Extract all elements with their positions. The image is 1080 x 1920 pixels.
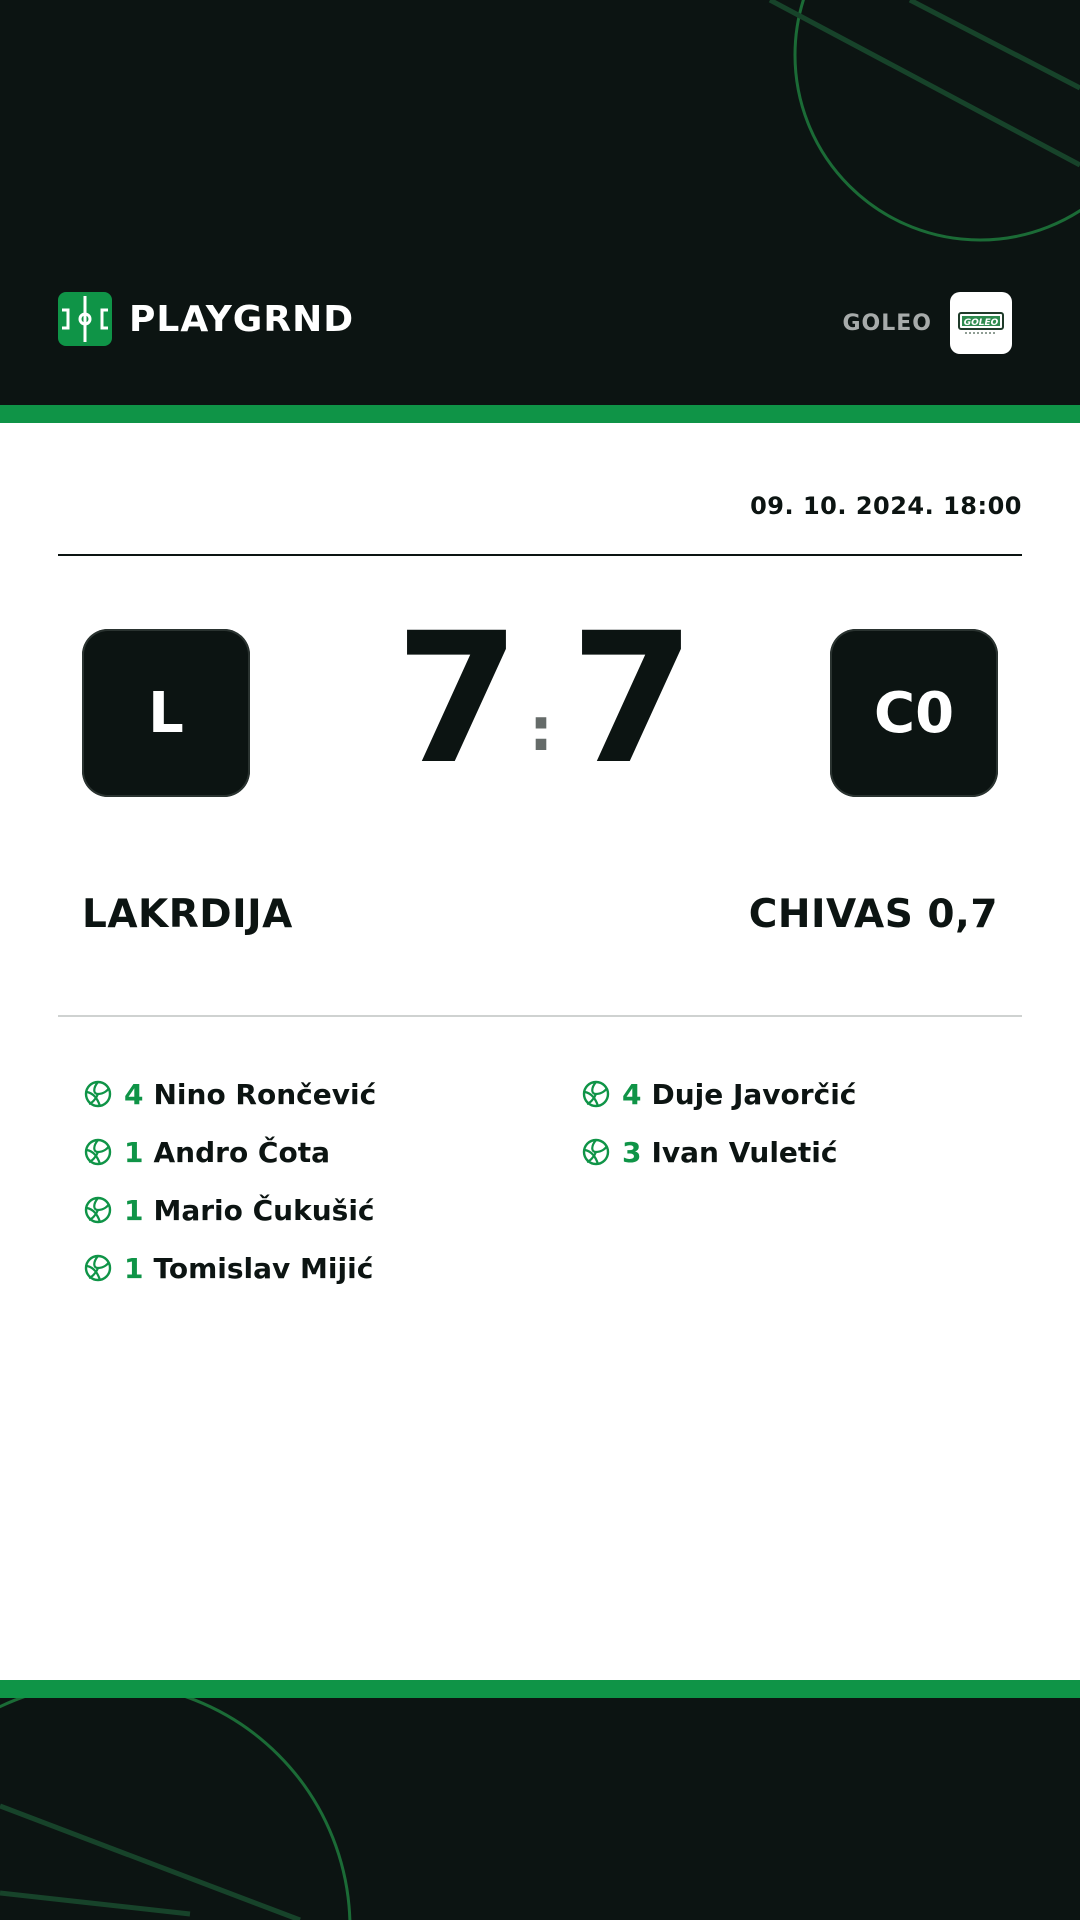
scorer-row [84, 1181, 524, 1239]
scorer-row [84, 1239, 524, 1297]
home-team-badge: L [82, 629, 250, 797]
player-name: Ivan Vuletić [651, 1135, 838, 1169]
accent-bar-bottom [0, 1680, 1080, 1698]
svg-text:GOLEO: GOLEO [963, 318, 999, 328]
home-team-name: LAKRDIJA [82, 892, 293, 937]
goal-count: 1 [124, 1251, 144, 1285]
goal-count: 1 [124, 1135, 144, 1169]
player-name: Duje Javorčić [651, 1077, 857, 1111]
ball-icon [84, 1080, 112, 1108]
away-team-name: CHIVAS 0,7 [748, 892, 998, 937]
goal-count: 1 [124, 1193, 144, 1227]
pitch-icon [58, 292, 112, 346]
header [0, 0, 1080, 405]
ball-icon [84, 1138, 112, 1166]
away-score: 7 [570, 595, 696, 804]
player-name: Mario Čukušić [153, 1193, 375, 1227]
pitch-lines-decoration [0, 1698, 1080, 1920]
away-team-badge: C0 [830, 629, 998, 797]
score-separator: : [529, 695, 553, 765]
partner-name: GOLEO [842, 310, 932, 336]
ball-icon [582, 1080, 610, 1108]
match-datetime: 09. 10. 2024. 18:00 [750, 492, 1022, 520]
accent-bar-top [0, 405, 1080, 423]
away-scorers-list [582, 1065, 1022, 1181]
scorer-row [582, 1123, 1022, 1181]
partner [842, 292, 1012, 354]
home-scorers-list [84, 1065, 524, 1297]
scorer-row [84, 1123, 524, 1181]
goal-count: 4 [124, 1077, 144, 1111]
divider [58, 1015, 1022, 1017]
brand [58, 292, 354, 346]
player-name: Andro Čota [153, 1135, 330, 1169]
goal-count: 3 [622, 1135, 642, 1169]
divider [58, 554, 1022, 556]
scorer-row [84, 1065, 524, 1123]
goal-count: 4 [622, 1077, 642, 1111]
brand-name: PLAYGRND [129, 298, 355, 340]
footer [0, 1698, 1080, 1920]
partner-logo [950, 292, 1012, 354]
ball-icon [582, 1138, 610, 1166]
ball-icon [84, 1254, 112, 1282]
ball-icon [84, 1196, 112, 1224]
player-name: Nino Rončević [153, 1077, 377, 1111]
scorer-row [582, 1065, 1022, 1123]
player-name: Tomislav Mijić [153, 1251, 374, 1285]
home-score: 7 [395, 595, 521, 804]
